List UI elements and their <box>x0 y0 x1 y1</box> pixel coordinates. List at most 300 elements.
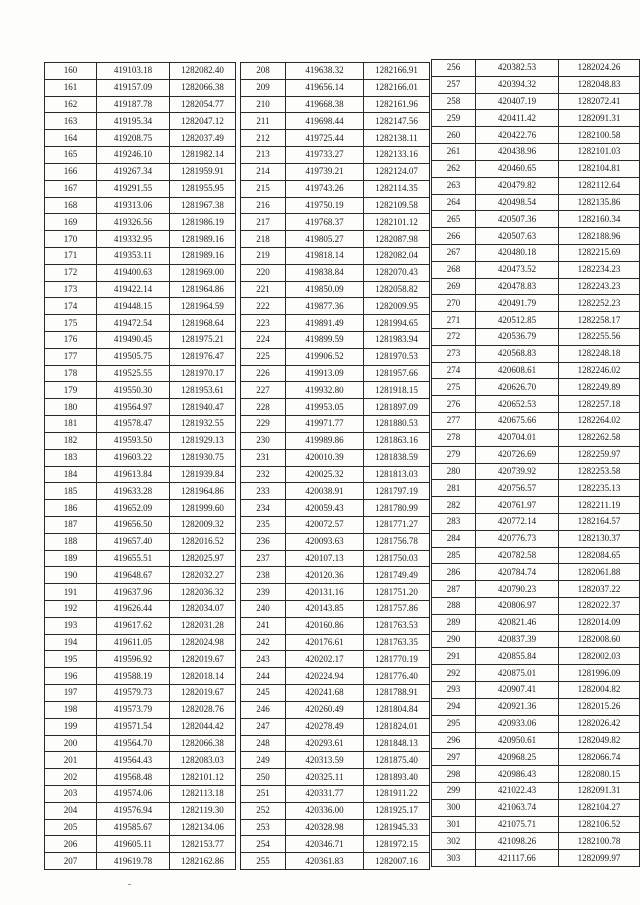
table-row <box>432 614 640 631</box>
table-row <box>241 500 430 517</box>
x-coordinate-cell: 420176.61 <box>286 634 364 651</box>
table-row <box>45 785 236 802</box>
x-coordinate-cell: 420241.68 <box>286 685 364 702</box>
point-number-cell: 170 <box>45 231 97 248</box>
y-coordinate-cell: 1281970.53 <box>364 348 430 365</box>
y-coordinate-cell: 1281964.59 <box>170 298 236 315</box>
point-number-cell: 288 <box>432 598 476 615</box>
x-coordinate-cell: 420790.23 <box>476 581 559 598</box>
y-coordinate-cell: 1282019.67 <box>170 685 236 702</box>
y-coordinate-cell: 1282004.82 <box>559 682 640 699</box>
x-coordinate-cell: 420507.63 <box>476 228 559 245</box>
point-number-cell: 195 <box>45 651 97 668</box>
y-coordinate-cell: 1281897.09 <box>364 399 430 416</box>
table-row <box>241 769 430 786</box>
point-number-cell: 285 <box>432 547 476 564</box>
x-coordinate-cell: 419932.80 <box>286 382 364 399</box>
table-row <box>45 247 236 264</box>
table-row <box>432 749 640 766</box>
y-coordinate-cell: 1281893.40 <box>364 769 430 786</box>
x-coordinate-cell: 419743.26 <box>286 180 364 197</box>
table-row <box>432 682 640 699</box>
y-coordinate-cell: 1282066.74 <box>559 749 640 766</box>
table-row <box>45 550 236 567</box>
x-coordinate-cell: 420143.85 <box>286 601 364 618</box>
y-coordinate-cell: 1282061.88 <box>559 564 640 581</box>
y-coordinate-cell: 1282235.13 <box>559 480 640 497</box>
y-coordinate-cell: 1282133.16 <box>364 147 430 164</box>
x-coordinate-cell: 419638.32 <box>286 63 364 80</box>
x-coordinate-cell: 420025.32 <box>286 466 364 483</box>
point-number-cell: 279 <box>432 446 476 463</box>
x-coordinate-cell: 420491.79 <box>476 295 559 312</box>
point-number-cell: 246 <box>241 701 286 718</box>
x-coordinate-cell: 419490.45 <box>97 332 170 349</box>
y-coordinate-cell: 1282153.77 <box>170 836 236 853</box>
table-row <box>45 365 236 382</box>
point-number-cell: 251 <box>241 785 286 802</box>
y-coordinate-cell: 1282016.52 <box>170 533 236 550</box>
point-number-cell: 278 <box>432 429 476 446</box>
x-coordinate-cell: 419656.14 <box>286 79 364 96</box>
table-row <box>45 802 236 819</box>
y-coordinate-cell: 1282019.67 <box>170 651 236 668</box>
y-coordinate-cell: 1282082.04 <box>364 247 430 264</box>
table-row <box>241 247 430 264</box>
x-coordinate-cell: 421117.66 <box>476 850 559 867</box>
y-coordinate-cell: 1282034.07 <box>170 601 236 618</box>
x-coordinate-cell: 420675.66 <box>476 413 559 430</box>
table-row <box>432 833 640 850</box>
table-row <box>432 598 640 615</box>
x-coordinate-cell: 420907.41 <box>476 682 559 699</box>
x-coordinate-cell: 419953.05 <box>286 399 364 416</box>
table-row <box>432 127 640 144</box>
x-coordinate-cell: 420038.91 <box>286 483 364 500</box>
scan-speck <box>128 884 131 885</box>
y-coordinate-cell: 1282124.07 <box>364 163 430 180</box>
table-row <box>241 63 430 80</box>
point-number-cell: 268 <box>432 261 476 278</box>
x-coordinate-cell: 419505.75 <box>97 348 170 365</box>
point-number-cell: 184 <box>45 466 97 483</box>
table-row <box>45 416 236 433</box>
y-coordinate-cell: 1282253.58 <box>559 463 640 480</box>
y-coordinate-cell: 1281757.86 <box>364 601 430 618</box>
point-number-cell: 224 <box>241 332 286 349</box>
x-coordinate-cell: 420331.77 <box>286 785 364 802</box>
point-number-cell: 240 <box>241 601 286 618</box>
table-row <box>45 533 236 550</box>
x-coordinate-cell: 420120.36 <box>286 567 364 584</box>
table-row <box>432 211 640 228</box>
point-number-cell: 263 <box>432 177 476 194</box>
x-coordinate-cell: 419838.84 <box>286 264 364 281</box>
point-number-cell: 282 <box>432 497 476 514</box>
table-row <box>241 163 430 180</box>
point-number-cell: 281 <box>432 480 476 497</box>
point-number-cell: 274 <box>432 362 476 379</box>
point-number-cell: 277 <box>432 413 476 430</box>
point-number-cell: 166 <box>45 163 97 180</box>
point-number-cell: 239 <box>241 584 286 601</box>
y-coordinate-cell: 1282264.02 <box>559 413 640 430</box>
point-number-cell: 217 <box>241 214 286 231</box>
table-row <box>45 584 236 601</box>
table-row <box>45 668 236 685</box>
table-row <box>45 853 236 870</box>
y-coordinate-cell: 1282100.78 <box>559 833 640 850</box>
x-coordinate-cell: 420411.42 <box>476 110 559 127</box>
point-number-cell: 249 <box>241 752 286 769</box>
point-number-cell: 302 <box>432 833 476 850</box>
point-number-cell: 161 <box>45 79 97 96</box>
table-row <box>432 295 640 312</box>
point-number-cell: 230 <box>241 432 286 449</box>
x-coordinate-cell: 420010.39 <box>286 449 364 466</box>
x-coordinate-cell: 419448.15 <box>97 298 170 315</box>
x-coordinate-cell: 420328.98 <box>286 819 364 836</box>
y-coordinate-cell: 1282100.58 <box>559 127 640 144</box>
table-row <box>45 197 236 214</box>
y-coordinate-cell: 1281763.53 <box>364 617 430 634</box>
point-number-cell: 261 <box>432 144 476 161</box>
x-coordinate-cell: 420325.11 <box>286 769 364 786</box>
point-number-cell: 207 <box>45 853 97 870</box>
y-coordinate-cell: 1282259.97 <box>559 446 640 463</box>
x-coordinate-cell: 419648.67 <box>97 567 170 584</box>
table-row <box>241 701 430 718</box>
x-coordinate-cell: 419571.54 <box>97 718 170 735</box>
y-coordinate-cell: 1281770.19 <box>364 651 430 668</box>
y-coordinate-cell: 1281763.35 <box>364 634 430 651</box>
x-coordinate-cell: 420361.83 <box>286 853 364 870</box>
point-number-cell: 192 <box>45 601 97 618</box>
point-number-cell: 213 <box>241 147 286 164</box>
table-row <box>45 432 236 449</box>
point-number-cell: 254 <box>241 836 286 853</box>
x-coordinate-cell: 420438.96 <box>476 144 559 161</box>
table-row <box>45 701 236 718</box>
point-number-cell: 178 <box>45 365 97 382</box>
x-coordinate-cell: 420072.57 <box>286 516 364 533</box>
table-row <box>45 718 236 735</box>
table-row <box>241 399 430 416</box>
point-number-cell: 176 <box>45 332 97 349</box>
x-coordinate-cell: 419611.05 <box>97 634 170 651</box>
y-coordinate-cell: 1282119.30 <box>170 802 236 819</box>
table-row <box>45 231 236 248</box>
x-coordinate-cell: 419157.09 <box>97 79 170 96</box>
y-coordinate-cell: 1282249.89 <box>559 379 640 396</box>
y-coordinate-cell: 1281771.27 <box>364 516 430 533</box>
y-coordinate-cell: 1282022.37 <box>559 598 640 615</box>
table-row <box>241 432 430 449</box>
table-row <box>241 113 430 130</box>
point-number-cell: 168 <box>45 197 97 214</box>
point-number-cell: 180 <box>45 399 97 416</box>
y-coordinate-cell: 1281967.38 <box>170 197 236 214</box>
point-number-cell: 293 <box>432 682 476 699</box>
table-row <box>45 281 236 298</box>
x-coordinate-cell: 419574.06 <box>97 785 170 802</box>
table-row <box>241 718 430 735</box>
y-coordinate-cell: 1282099.97 <box>559 850 640 867</box>
coordinate-table-3 <box>431 59 640 867</box>
point-number-cell: 255 <box>241 853 286 870</box>
table-row <box>241 785 430 802</box>
table-row <box>241 264 430 281</box>
x-coordinate-cell: 420772.14 <box>476 513 559 530</box>
point-number-cell: 198 <box>45 701 97 718</box>
x-coordinate-cell: 419725.44 <box>286 130 364 147</box>
y-coordinate-cell: 1282106.52 <box>559 816 640 833</box>
x-coordinate-cell: 419568.48 <box>97 769 170 786</box>
table-row <box>432 379 640 396</box>
table-row <box>432 60 640 77</box>
y-coordinate-cell: 1281968.64 <box>170 315 236 332</box>
table-row <box>241 651 430 668</box>
y-coordinate-cell: 1281940.47 <box>170 399 236 416</box>
point-number-cell: 194 <box>45 634 97 651</box>
table-row <box>45 685 236 702</box>
point-number-cell: 210 <box>241 96 286 113</box>
x-coordinate-cell: 420407.19 <box>476 93 559 110</box>
y-coordinate-cell: 1282113.18 <box>170 785 236 802</box>
table-row <box>241 668 430 685</box>
x-coordinate-cell: 420346.71 <box>286 836 364 853</box>
x-coordinate-cell: 419596.92 <box>97 651 170 668</box>
y-coordinate-cell: 1282037.22 <box>559 581 640 598</box>
point-number-cell: 270 <box>432 295 476 312</box>
y-coordinate-cell: 1282130.37 <box>559 530 640 547</box>
y-coordinate-cell: 1282166.91 <box>364 63 430 80</box>
y-coordinate-cell: 1281972.15 <box>364 836 430 853</box>
x-coordinate-cell: 419564.70 <box>97 735 170 752</box>
x-coordinate-cell: 419195.34 <box>97 113 170 130</box>
x-coordinate-cell: 420507.36 <box>476 211 559 228</box>
point-number-cell: 228 <box>241 399 286 416</box>
table-row <box>432 396 640 413</box>
table-row <box>432 850 640 867</box>
table-row <box>241 96 430 113</box>
table-row <box>432 446 640 463</box>
point-number-cell: 219 <box>241 247 286 264</box>
point-number-cell: 196 <box>45 668 97 685</box>
y-coordinate-cell: 1282080.15 <box>559 766 640 783</box>
point-number-cell: 284 <box>432 530 476 547</box>
x-coordinate-cell: 419971.77 <box>286 416 364 433</box>
point-number-cell: 190 <box>45 567 97 584</box>
point-number-cell: 296 <box>432 732 476 749</box>
point-number-cell: 227 <box>241 382 286 399</box>
point-number-cell: 209 <box>241 79 286 96</box>
y-coordinate-cell: 1281969.00 <box>170 264 236 281</box>
y-coordinate-cell: 1282044.42 <box>170 718 236 735</box>
x-coordinate-cell: 420422.76 <box>476 127 559 144</box>
y-coordinate-cell: 1281945.33 <box>364 819 430 836</box>
table-row <box>45 315 236 332</box>
y-coordinate-cell: 1281813.03 <box>364 466 430 483</box>
point-number-cell: 229 <box>241 416 286 433</box>
point-number-cell: 292 <box>432 665 476 682</box>
table-row <box>432 463 640 480</box>
x-coordinate-cell: 420782.58 <box>476 547 559 564</box>
y-coordinate-cell: 1282047.12 <box>170 113 236 130</box>
table-row <box>432 194 640 211</box>
table-row <box>45 298 236 315</box>
y-coordinate-cell: 1281970.17 <box>170 365 236 382</box>
y-coordinate-cell: 1281994.65 <box>364 315 430 332</box>
table-row <box>432 816 640 833</box>
table-row <box>241 298 430 315</box>
table-row <box>432 665 640 682</box>
table-row <box>241 853 430 870</box>
table-row <box>432 244 640 261</box>
y-coordinate-cell: 1281983.94 <box>364 332 430 349</box>
point-number-cell: 276 <box>432 396 476 413</box>
y-coordinate-cell: 1282002.03 <box>559 648 640 665</box>
table-row <box>45 836 236 853</box>
table-row <box>432 429 640 446</box>
y-coordinate-cell: 1282026.42 <box>559 715 640 732</box>
y-coordinate-cell: 1282083.03 <box>170 752 236 769</box>
y-coordinate-cell: 1281939.84 <box>170 466 236 483</box>
point-number-cell: 189 <box>45 550 97 567</box>
point-number-cell: 164 <box>45 130 97 147</box>
point-number-cell: 174 <box>45 298 97 315</box>
table-row <box>432 782 640 799</box>
y-coordinate-cell: 1282262.58 <box>559 429 640 446</box>
x-coordinate-cell: 420739.92 <box>476 463 559 480</box>
x-coordinate-cell: 419246.10 <box>97 147 170 164</box>
y-coordinate-cell: 1282024.26 <box>559 60 640 77</box>
table-row <box>45 63 236 80</box>
point-number-cell: 203 <box>45 785 97 802</box>
y-coordinate-cell: 1282032.27 <box>170 567 236 584</box>
x-coordinate-cell: 420313.59 <box>286 752 364 769</box>
y-coordinate-cell: 1281932.55 <box>170 416 236 433</box>
table-row <box>432 312 640 329</box>
y-coordinate-cell: 1282048.83 <box>559 76 640 93</box>
table-row <box>45 567 236 584</box>
y-coordinate-cell: 1282164.57 <box>559 513 640 530</box>
point-number-cell: 242 <box>241 634 286 651</box>
y-coordinate-cell: 1281911.22 <box>364 785 430 802</box>
x-coordinate-cell: 419656.50 <box>97 516 170 533</box>
table-row <box>241 197 430 214</box>
x-coordinate-cell: 420394.32 <box>476 76 559 93</box>
y-coordinate-cell: 1281929.13 <box>170 432 236 449</box>
point-number-cell: 183 <box>45 449 97 466</box>
x-coordinate-cell: 420608.61 <box>476 362 559 379</box>
x-coordinate-cell: 419593.50 <box>97 432 170 449</box>
x-coordinate-cell: 420512.85 <box>476 312 559 329</box>
x-coordinate-cell: 419877.36 <box>286 298 364 315</box>
y-coordinate-cell: 1281989.16 <box>170 231 236 248</box>
x-coordinate-cell: 420855.84 <box>476 648 559 665</box>
table-row <box>241 550 430 567</box>
point-number-cell: 248 <box>241 735 286 752</box>
table-row <box>45 399 236 416</box>
table-row <box>241 802 430 819</box>
table-row <box>432 497 640 514</box>
y-coordinate-cell: 1282049.82 <box>559 732 640 749</box>
y-coordinate-cell: 1282243.23 <box>559 278 640 295</box>
point-number-cell: 204 <box>45 802 97 819</box>
table-row <box>45 147 236 164</box>
y-coordinate-cell: 1281964.86 <box>170 281 236 298</box>
table-row <box>45 634 236 651</box>
x-coordinate-cell: 420986.43 <box>476 766 559 783</box>
x-coordinate-cell: 419768.37 <box>286 214 364 231</box>
point-number-cell: 165 <box>45 147 97 164</box>
table-row <box>241 332 430 349</box>
point-number-cell: 205 <box>45 819 97 836</box>
y-coordinate-cell: 1281756.78 <box>364 533 430 550</box>
x-coordinate-cell: 421022.43 <box>476 782 559 799</box>
y-coordinate-cell: 1282037.49 <box>170 130 236 147</box>
y-coordinate-cell: 1281838.59 <box>364 449 430 466</box>
x-coordinate-cell: 419291.55 <box>97 180 170 197</box>
table-row <box>45 96 236 113</box>
x-coordinate-cell: 419733.27 <box>286 147 364 164</box>
y-coordinate-cell: 1281751.20 <box>364 584 430 601</box>
point-number-cell: 187 <box>45 516 97 533</box>
point-number-cell: 211 <box>241 113 286 130</box>
x-coordinate-cell: 420278.49 <box>286 718 364 735</box>
table-row <box>241 634 430 651</box>
y-coordinate-cell: 1282161.96 <box>364 96 430 113</box>
y-coordinate-cell: 1282024.98 <box>170 634 236 651</box>
table-row <box>241 533 430 550</box>
x-coordinate-cell: 421098.26 <box>476 833 559 850</box>
point-number-cell: 173 <box>45 281 97 298</box>
point-number-cell: 197 <box>45 685 97 702</box>
table-row <box>432 547 640 564</box>
x-coordinate-cell: 419585.67 <box>97 819 170 836</box>
x-coordinate-cell: 420761.97 <box>476 497 559 514</box>
point-number-cell: 269 <box>432 278 476 295</box>
table-row <box>432 513 640 530</box>
point-number-cell: 291 <box>432 648 476 665</box>
table-row <box>432 144 640 161</box>
y-coordinate-cell: 1281999.60 <box>170 500 236 517</box>
table-row <box>241 416 430 433</box>
y-coordinate-cell: 1281953.61 <box>170 382 236 399</box>
table-row <box>241 752 430 769</box>
x-coordinate-cell: 419655.51 <box>97 550 170 567</box>
y-coordinate-cell: 1281918.15 <box>364 382 430 399</box>
x-coordinate-cell: 420726.69 <box>476 446 559 463</box>
point-number-cell: 214 <box>241 163 286 180</box>
point-number-cell: 222 <box>241 298 286 315</box>
point-number-cell: 232 <box>241 466 286 483</box>
point-number-cell: 267 <box>432 244 476 261</box>
y-coordinate-cell: 1282114.35 <box>364 180 430 197</box>
y-coordinate-cell: 1282084.65 <box>559 547 640 564</box>
x-coordinate-cell: 419633.28 <box>97 483 170 500</box>
x-coordinate-cell: 419208.75 <box>97 130 170 147</box>
point-number-cell: 262 <box>432 160 476 177</box>
y-coordinate-cell: 1282058.82 <box>364 281 430 298</box>
table-row <box>432 766 640 783</box>
y-coordinate-cell: 1282101.12 <box>170 769 236 786</box>
x-coordinate-cell: 419332.95 <box>97 231 170 248</box>
y-coordinate-cell: 1282215.69 <box>559 244 640 261</box>
y-coordinate-cell: 1282101.03 <box>559 144 640 161</box>
table-row <box>432 530 640 547</box>
